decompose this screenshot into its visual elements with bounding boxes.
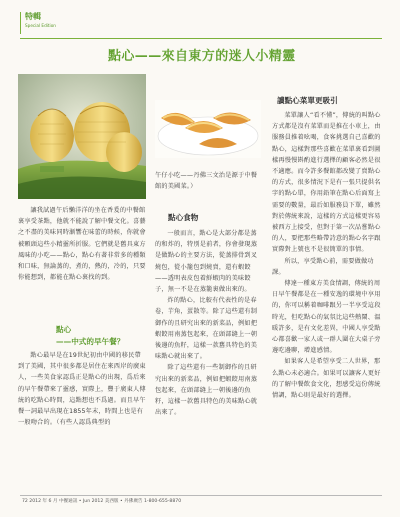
food-paragraph: 一般而言，點心是大部分都是蒸的和炸的，特別是前者，你會發現蒸是做點心的主要方法，從蒸排骨到叉燒包，從小籠包到燒賣，還有蝦餃——透明表皮包着鮮蝦肉的美味餃子，無一不是在蒸籠裏做出來的。 xyxy=(155,230,258,294)
column-2 xyxy=(155,170,263,192)
homework-paragraph: 所以，享受點心前，需要做做功課。 xyxy=(272,257,374,276)
col2-continued: 午仔小吃——丹佛三文治是源于中餐館的美國菜。） xyxy=(155,172,258,191)
page-footer: 72 2012 年 6 月 中餐通訊 • Jun 2012 美西版 • 丹佛廣告 1-800-655-8870 xyxy=(22,499,182,504)
header-rule xyxy=(20,38,382,39)
conclusion-paragraph: 如果客人是希望享受二人世界，那么點心未必適合。如果可以讓客人更好的了解中餐飲食文化，想感受這份傳統情調，點心則是最好的選擇。 xyxy=(272,358,381,400)
column-1-lower xyxy=(18,350,146,428)
section-title-zh: 特輯 xyxy=(25,12,41,21)
menu-paragraph: 菜單讓人“看不懂”，傳統的叫點心方式都是沒有菜單而是推在小車上，由服務員推着吆喝，食客挑選自己喜歡的點心，這樣對那些喜歡在菜單裏看到圖樣再慢慢斟酌進行選擇的顧客必然是很不適應。而今許多餐館都改變了賣點心的方式，很多情況下是有一張只提供名字的點心單，你用鉛筆在點心后面寫上需要的數量，最后如服務員下單，雖然對於傳統來說，這樣的方式這樣更容易被西方上接受，但對于第一次品嘗點心的人，要把那些略帶詩意的點心名字跟實際對上號也不是很簡單的事情。 xyxy=(272,112,381,254)
intro-paragraph: 讓我試過午后懶洋洋的坐在香爰的中餐館裏享受茶點，他就不能說了解中餐文化。喜藝之不盡的美味同時漸響在味蕾的時候，你就會被顆頭這些小精靈所折服。它們就是舊具東方風味的小吃——點心，點心有著非常多的種類和口味，無論蒸的，煮的，熱的，冷的，只要你能想到，都能在點心裏找的到。 xyxy=(18,207,146,282)
heading-brunch: ——中式的早午餐？ xyxy=(56,337,125,346)
page-title: 點心——來自東方的迷人小精靈 xyxy=(108,49,296,64)
column-2-body xyxy=(155,228,263,418)
footer-rule xyxy=(20,495,382,496)
new-dishes-paragraph: 除了這些還有一些制御作的且研究出來的新菜品，例如把蝦餃用南蒸包起來，在頭部縫上一朝後邊的魚籽，這樣一款舊具特色的美味點心就出來了。 xyxy=(155,364,258,417)
column-1 xyxy=(18,205,146,283)
heading-dimsum-food: 點心食物 xyxy=(168,213,199,222)
origin-paragraph: 點心最早是在19世紀初由中國的移民帶到了美國，其中很多都是居住在來西岸的廣東人，一些美食家認爲正是點心的出現，爲后來的早午餐帶來了靈感，實際上，豐于廣東人傳統的吃點心時間，這點想也不爲過。而且早午餐一詞最早出現在1855年末，時間上也是有一般吻合的。（有些人認爲典型的 xyxy=(18,352,146,427)
heading-menu: 讀點心菜單更吸引 xyxy=(277,96,338,105)
section-tag-bar xyxy=(20,12,21,34)
column-3 xyxy=(272,110,384,401)
fried-paragraph: 炸的點心，比較有代表性的是春卷，芋角，蛋散等。除了這些還有制御作的且研究出來的新菜品，例如把蝦餃用南蒸包起來，在頭部縫上一朝後邊的魚籽，這樣一款舊具特色的美味點心就出來了。 xyxy=(155,297,258,361)
heading-dimsum: 點心 xyxy=(56,325,72,334)
culture-paragraph: 傳達一種東方美食情調，傳統的周日早午餐都是在一種安逸的環境中享用的，你可以稱着咖啡跟另一半享受這段時光，但吃點心的氣氛比這些熱鬧、溫暖許多，是有文化差異，中國人享受點心都喜歡一家人或一群人圍在大桌子旁邊吃邊聊，增進感情。 xyxy=(272,280,381,355)
dim-sum-dumplings-photo xyxy=(155,100,261,158)
section-title-en: Special Edition xyxy=(25,23,56,28)
dim-sum-corn-husk-photo xyxy=(18,74,146,199)
